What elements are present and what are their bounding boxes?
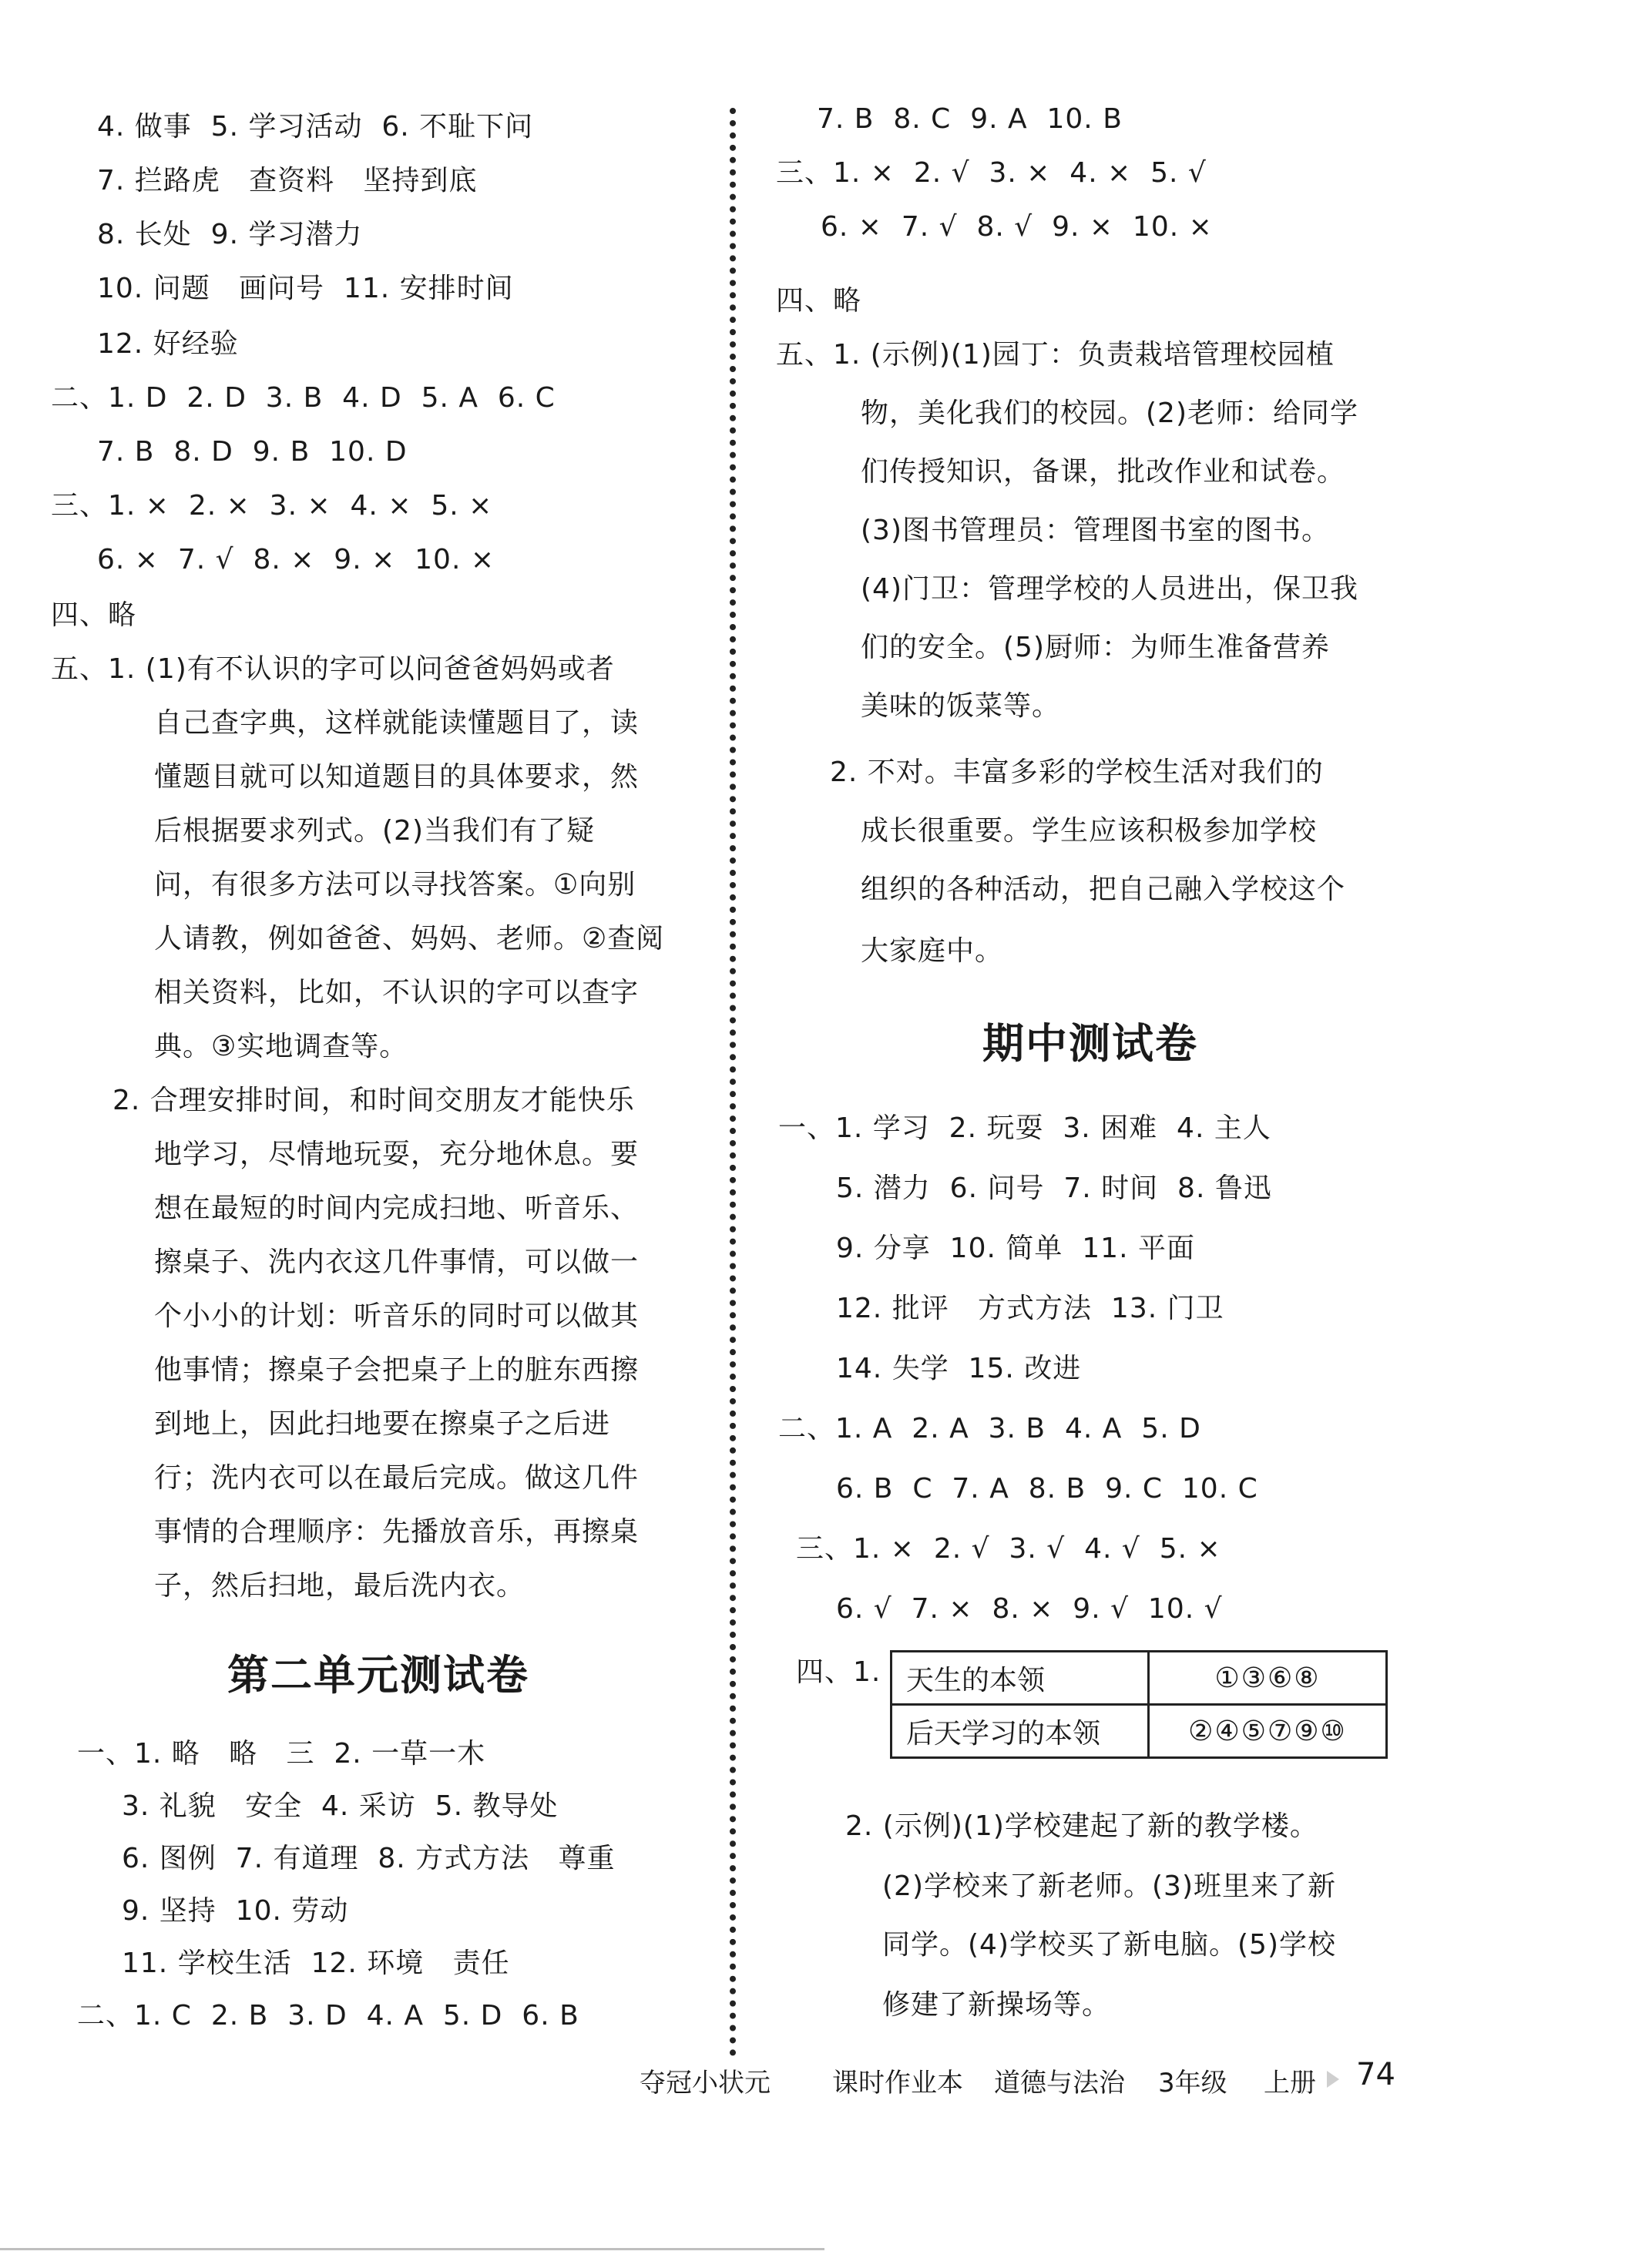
answer-line: 组织的各种活动，把自己融入学校这个	[861, 874, 1346, 905]
answer-line: 到地上，因此扫地要在擦桌子之后进	[154, 1408, 611, 1440]
answer-line: 四、略	[776, 285, 862, 317]
answer-line: 二、1. A 2. A 3. B 4. A 5. D	[778, 1413, 1201, 1444]
answer-line: 行；洗内衣可以在最后完成。做这几件	[154, 1462, 640, 1494]
answer-line: 美味的饭菜等。	[861, 690, 1061, 722]
answer-line: 10. 问题 画问号 11. 安排时间	[97, 273, 514, 304]
answer-line: 6. √ 7. × 8. × 9. √ 10. √	[836, 1593, 1223, 1625]
answer-line: 们的安全。(5)厨师：为师生准备营养	[861, 632, 1330, 663]
answer-line: 事情的合理顺序：先播放音乐，再擦桌	[154, 1516, 640, 1548]
answer-line: 个小小的计划：听音乐的同时可以做其	[154, 1300, 640, 1332]
table-row	[892, 1705, 1387, 1758]
answer-line: (4)门卫：管理学校的人员进出，保卫我	[861, 573, 1358, 605]
answer-line: 相关资料，比如，不认识的字可以查字	[154, 977, 640, 1008]
answer-line: 五、1. (1)有不认识的字可以问爸爸妈妈或者	[51, 653, 615, 685]
section-title: 第二单元测试卷	[227, 1650, 529, 1699]
answer-line: 7. B 8. D 9. B 10. D	[97, 436, 408, 468]
answer-line: 自己查字典，这样就能读懂题目了，读	[154, 707, 640, 739]
answer-line: 一、1. 略 略 三 2. 一草一木	[77, 1738, 486, 1770]
answer-line: 人请教，例如爸爸、妈妈、老师。②查阅	[154, 923, 665, 955]
answer-line: 11. 学校生活 12. 环境 责任	[122, 1948, 510, 1979]
answer-line: 12. 批评 方式方法 13. 门卫	[836, 1293, 1224, 1324]
answer-line: 懂题目就可以知道题目的具体要求，然	[154, 761, 640, 793]
answer-line: 地学习，尽情地玩耍，充分地休息。要	[154, 1139, 640, 1170]
answer-line: 物，美化我们的校园。(2)老师：给同学	[861, 398, 1358, 429]
answer-line: 7. B 8. C 9. A 10. B	[817, 103, 1123, 135]
column-divider	[730, 108, 736, 2057]
answer-line: 9. 分享 10. 简单 11. 平面	[836, 1233, 1195, 1264]
answer-line: 他事情；擦桌子会把桌子上的脏东西擦	[154, 1354, 640, 1386]
abilities-table	[890, 1650, 1388, 1759]
answer-line: 问，有很多方法可以寻找答案。①向别	[154, 869, 636, 901]
answer-line: 2. (示例)(1)学校建起了新的教学楼。	[845, 1810, 1318, 1842]
footer-book: 课时作业本	[832, 2068, 963, 2099]
answer-line: 三、1. × 2. √ 3. √ 4. √ 5. ×	[796, 1533, 1221, 1565]
answer-line: 二、1. C 2. B 3. D 4. A 5. D 6. B	[77, 2000, 579, 2031]
answer-line: 们传授知识，备课，批改作业和试卷。	[861, 456, 1346, 488]
answer-line: 修建了新操场等。	[882, 1989, 1111, 2021]
answer-line: 9. 坚持 10. 劳动	[122, 1895, 349, 1927]
answer-line: 8. 长处 9. 学习潜力	[97, 219, 363, 250]
answer-line: 大家庭中。	[861, 935, 1004, 967]
table-label: 四、1.	[796, 1656, 881, 1688]
table-cell: ①③⑥⑧	[1149, 1652, 1387, 1705]
answer-line: 后根据要求列式。(2)当我们有了疑	[154, 815, 595, 847]
table-cell: 天生的本领	[892, 1652, 1149, 1705]
footer-subject: 道德与法治	[994, 2068, 1125, 2099]
answer-line: 2. 不对。丰富多彩的学校生活对我们的	[830, 757, 1324, 788]
answer-line: 6. × 7. √ 8. √ 9. × 10. ×	[821, 211, 1213, 243]
arrow-icon	[1327, 2071, 1339, 2088]
answer-line: 6. 图例 7. 有道理 8. 方式方法 尊重	[122, 1843, 616, 1874]
answer-line: 成长很重要。学生应该积极参加学校	[861, 815, 1318, 847]
answer-line: 四、略	[51, 599, 137, 631]
answer-line: 3. 礼貌 安全 4. 采访 5. 教导处	[122, 1790, 559, 1822]
answer-line: 12. 好经验	[97, 328, 239, 360]
table-cell: ②④⑤⑦⑨⑩	[1149, 1705, 1387, 1758]
answer-line: 子，然后扫地，最后洗内衣。	[154, 1570, 526, 1602]
answer-line: 6. B C 7. A 8. B 9. C 10. C	[836, 1473, 1258, 1505]
table-cell: 后天学习的本领	[892, 1705, 1149, 1758]
answer-line: (3)图书管理员：管理图书室的图书。	[861, 515, 1330, 546]
footer-series: 夺冠小状元	[640, 2068, 771, 2099]
answer-line: 想在最短的时间内完成扫地、听音乐、	[154, 1193, 640, 1224]
answer-line: 5. 潜力 6. 问号 7. 时间 8. 鲁迅	[836, 1173, 1272, 1204]
answer-line: 五、1. (示例)(1)园丁：负责栽培管理校园植	[776, 339, 1335, 371]
answer-line: 三、1. × 2. √ 3. × 4. × 5. √	[776, 157, 1207, 189]
answer-line: 14. 失学 15. 改进	[836, 1353, 1082, 1384]
answer-line: 同学。(4)学校买了新电脑。(5)学校	[882, 1929, 1336, 1961]
page-number: 74	[1356, 2057, 1395, 2092]
section-title: 期中测试卷	[982, 1018, 1198, 1068]
answer-line: 二、1. D 2. D 3. B 4. D 5. A 6. C	[51, 382, 556, 414]
footer-grade: 3年级	[1158, 2068, 1227, 2099]
bottom-rule	[0, 2248, 824, 2250]
footer-term: 上册	[1264, 2068, 1316, 2099]
answer-line: 典。③实地调查等。	[154, 1031, 408, 1062]
answer-line: 6. × 7. √ 8. × 9. × 10. ×	[97, 544, 495, 575]
answer-line: 7. 拦路虎 查资料 坚持到底	[97, 165, 478, 196]
answer-line: 4. 做事 5. 学习活动 6. 不耻下问	[97, 111, 534, 143]
answer-line: 2. 合理安排时间，和时间交朋友才能快乐	[112, 1085, 635, 1116]
answer-line: 一、1. 学习 2. 玩耍 3. 困难 4. 主人	[778, 1112, 1271, 1144]
answer-line: (2)学校来了新老师。(3)班里来了新	[882, 1870, 1336, 1902]
answer-line: 三、1. × 2. × 3. × 4. × 5. ×	[51, 490, 493, 522]
table-row	[892, 1652, 1387, 1705]
answer-line: 擦桌子、洗内衣这几件事情，可以做一	[154, 1246, 640, 1278]
